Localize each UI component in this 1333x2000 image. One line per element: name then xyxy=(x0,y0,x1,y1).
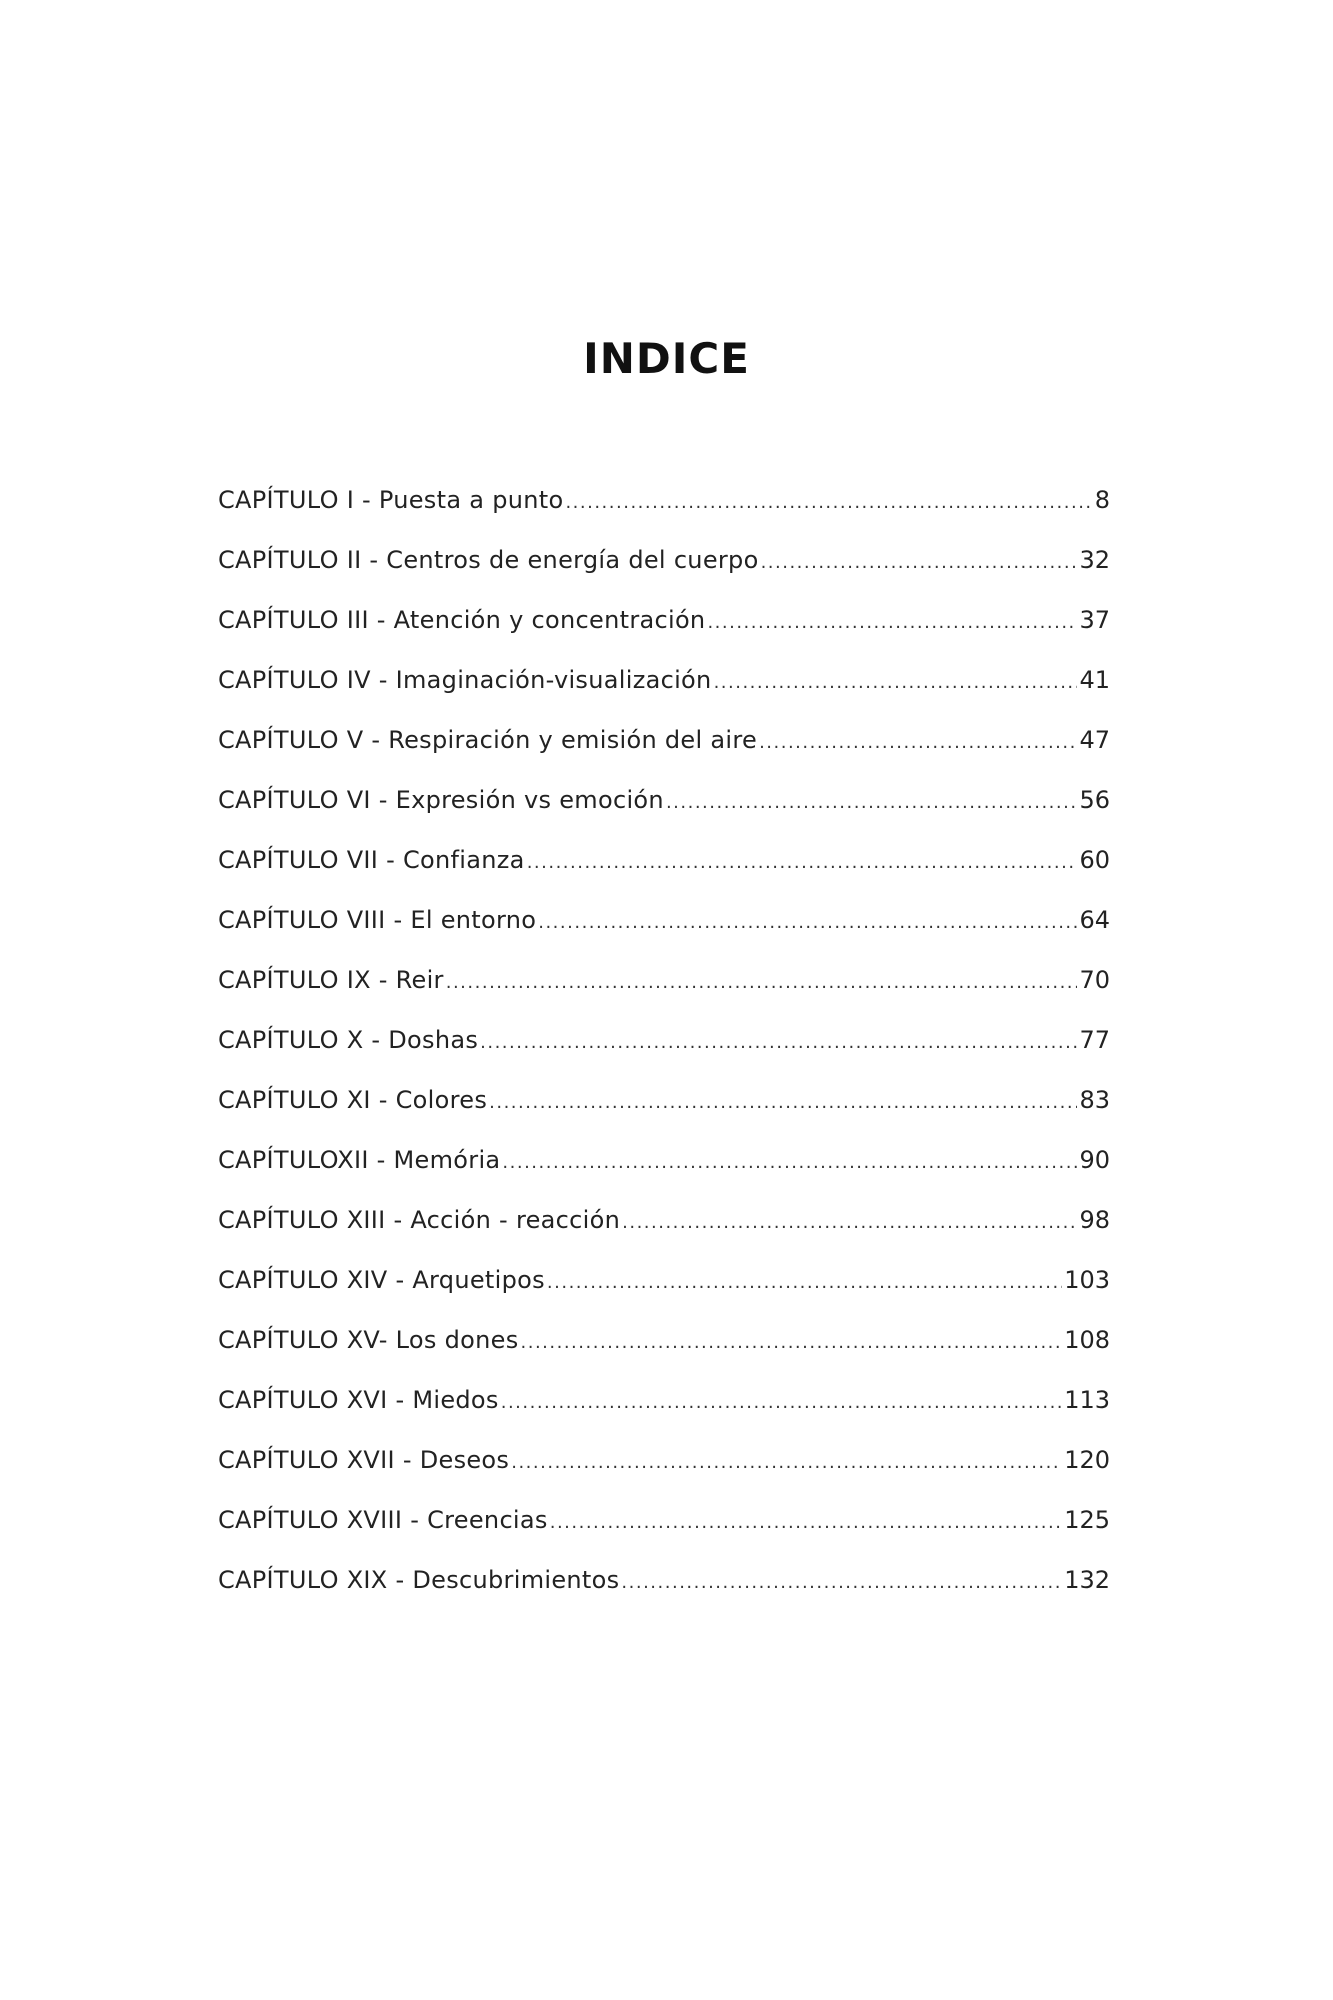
toc-entry xyxy=(218,1190,1110,1250)
toc-entry-page: 98 xyxy=(1079,1206,1110,1234)
toc-entry-label: CAPÍTULO VII - Confianza xyxy=(218,846,525,874)
toc-entry xyxy=(218,770,1110,830)
toc-entry-label: CAPÍTULO II - Centros de energía del cuerpo xyxy=(218,546,759,574)
toc-entry-label: CAPÍTULO XVI - Miedos xyxy=(218,1386,499,1414)
toc-entry xyxy=(218,470,1110,530)
toc-entry-label: CAPÍTULO XVII - Deseos xyxy=(218,1446,510,1474)
toc-entry-label: CAPÍTULO IX - Reir xyxy=(218,966,444,994)
dot-leader xyxy=(527,833,1078,893)
toc-entry-page: 125 xyxy=(1064,1506,1110,1534)
dot-leader xyxy=(707,593,1077,653)
toc-entry xyxy=(218,1130,1110,1190)
toc-entry-label: CAPÍTULO III - Atención y concentración xyxy=(218,606,706,634)
toc-entry-page: 113 xyxy=(1064,1386,1110,1414)
toc-entry-page: 90 xyxy=(1079,1146,1110,1174)
toc-entry-label: CAPÍTULO VIII - El entorno xyxy=(218,906,537,934)
toc-entry-label: CAPÍTULO XV- Los dones xyxy=(218,1326,519,1354)
toc-entry xyxy=(218,1310,1110,1370)
toc-entry-page: 120 xyxy=(1064,1446,1110,1474)
toc-entry-page: 83 xyxy=(1079,1086,1110,1114)
dot-leader xyxy=(511,1433,1062,1493)
dot-leader xyxy=(621,1553,1062,1613)
toc-entry xyxy=(218,1010,1110,1070)
toc-entry-label: CAPÍTULO I - Puesta a punto xyxy=(218,486,564,514)
toc-entry xyxy=(218,1550,1110,1610)
toc-entry-page: 77 xyxy=(1079,1026,1110,1054)
toc-entry xyxy=(218,830,1110,890)
toc-entry-page: 108 xyxy=(1064,1326,1110,1354)
toc-entry-label: CAPÍTULO XIV - Arquetipos xyxy=(218,1266,545,1294)
toc-entry-page: 132 xyxy=(1064,1566,1110,1594)
dot-leader xyxy=(622,1193,1077,1253)
dot-leader xyxy=(489,1073,1077,1133)
toc-entry-label: CAPÍTULO XVIII - Creencias xyxy=(218,1506,548,1534)
dot-leader xyxy=(550,1493,1062,1553)
dot-leader xyxy=(501,1373,1062,1433)
toc-entry xyxy=(218,1430,1110,1490)
toc-entry xyxy=(218,590,1110,650)
dot-leader xyxy=(565,473,1092,533)
toc-entry xyxy=(218,1250,1110,1310)
toc-entry-page: 64 xyxy=(1079,906,1110,934)
toc-entry xyxy=(218,950,1110,1010)
toc-entry-page: 103 xyxy=(1064,1266,1110,1294)
toc-entry-label: CAPÍTULOXII - Memória xyxy=(218,1146,501,1174)
toc-entry-page: 8 xyxy=(1094,486,1110,514)
dot-leader xyxy=(714,653,1078,713)
dot-leader xyxy=(547,1253,1062,1313)
dot-leader xyxy=(538,893,1077,953)
toc-entry xyxy=(218,710,1110,770)
table-of-contents xyxy=(218,470,1110,1610)
toc-entry-label: CAPÍTULO XIX - Descubrimientos xyxy=(218,1566,620,1594)
toc-entry-label: CAPÍTULO V - Respiración y emisión del aire xyxy=(218,726,758,754)
dot-leader xyxy=(521,1313,1063,1373)
page-title: INDICE xyxy=(583,334,750,383)
toc-entry xyxy=(218,1070,1110,1130)
toc-entry xyxy=(218,530,1110,590)
toc-entry-label: CAPÍTULO IV - Imaginación-visualización xyxy=(218,666,712,694)
toc-entry-page: 41 xyxy=(1079,666,1110,694)
dot-leader xyxy=(761,533,1078,593)
toc-entry-page: 56 xyxy=(1079,786,1110,814)
toc-entry-page: 32 xyxy=(1079,546,1110,574)
toc-entry xyxy=(218,1490,1110,1550)
toc-entry-page: 60 xyxy=(1079,846,1110,874)
dot-leader xyxy=(480,1013,1077,1073)
dot-leader xyxy=(502,1133,1077,1193)
toc-entry-page: 37 xyxy=(1079,606,1110,634)
dot-leader xyxy=(666,773,1078,833)
toc-entry xyxy=(218,890,1110,950)
toc-entry-label: CAPÍTULO XIII - Acción - reacción xyxy=(218,1206,621,1234)
toc-entry-page: 70 xyxy=(1079,966,1110,994)
dot-leader xyxy=(446,953,1078,1013)
toc-entry-label: CAPÍTULO VI - Expresión vs emoción xyxy=(218,786,664,814)
dot-leader xyxy=(759,713,1077,773)
toc-entry-label: CAPÍTULO XI - Colores xyxy=(218,1086,488,1114)
toc-entry-page: 47 xyxy=(1079,726,1110,754)
toc-entry xyxy=(218,650,1110,710)
toc-entry-label: CAPÍTULO X - Doshas xyxy=(218,1026,479,1054)
toc-entry xyxy=(218,1370,1110,1430)
